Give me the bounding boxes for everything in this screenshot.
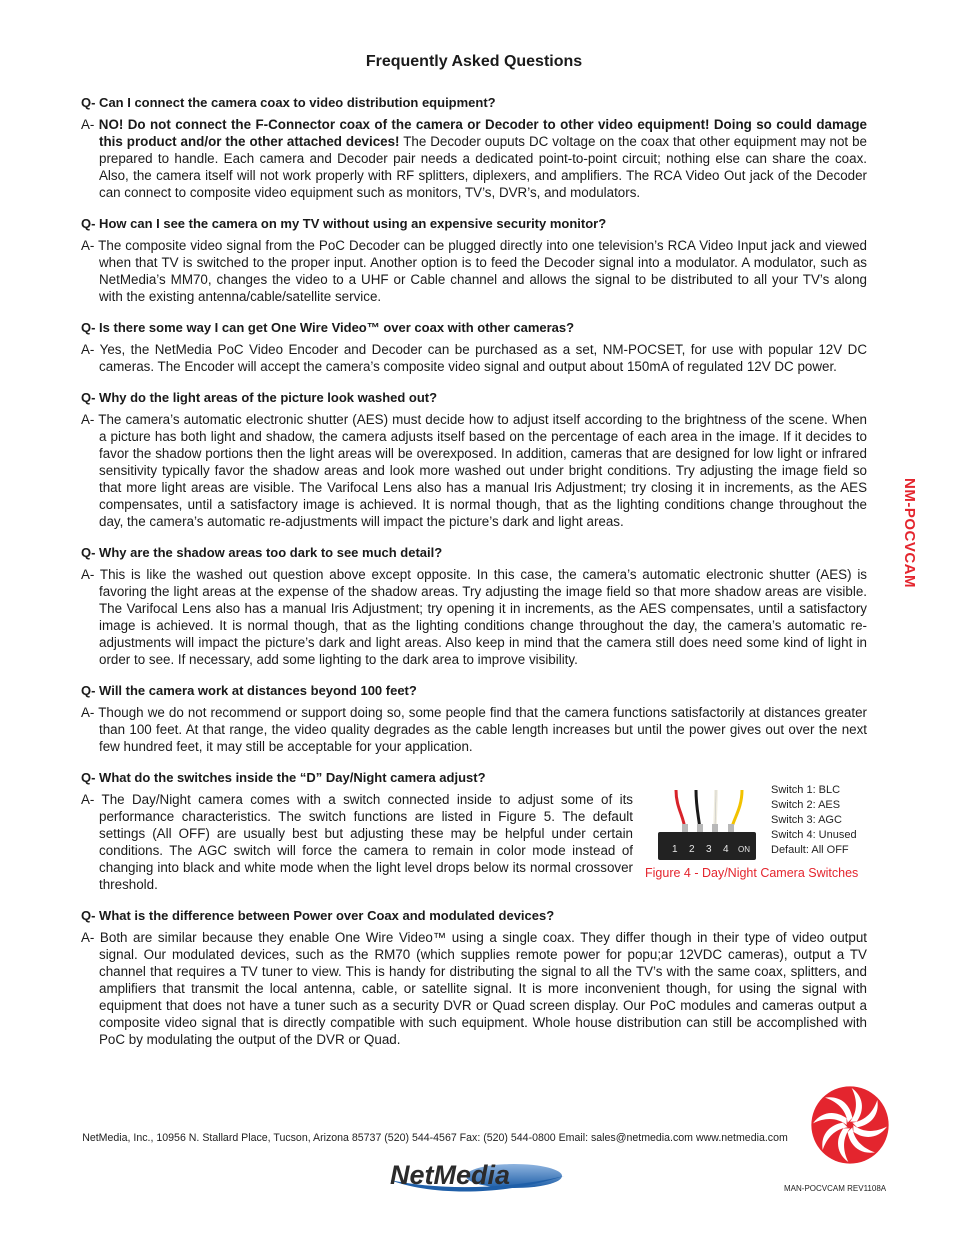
faq-question: Q- What do the switches inside the “D” Day/Night camera adjust? bbox=[81, 770, 486, 785]
legend-item: Switch 1: BLC bbox=[771, 784, 841, 796]
faq-answer: A- The composite video signal from the PoC Decoder can be plugged directly into one television’s RCA Video Input jack and viewed when that TV is switched to the proper input. Another option is to feed the Decoder signal into a modulator. A modulator, such as NetMedia’s MM70, changes the video to a UHF or Cable channel and allows the signal to be distributed to all your TV’s along with the existing antenna/cable/satellite service. bbox=[81, 238, 867, 304]
faq-question: Q- Can I connect the camera coax to video distribution equipment? bbox=[81, 95, 496, 110]
faq-answer: A- Though we do not recommend or support doing so, some people find that the camera functions satisfactorily at distances greater than 100 feet. At that range, the video quality degrades as the cable length increases but until the power gives out over the next few hundred feet, it may still be acceptable for your application. bbox=[81, 705, 867, 754]
switch-number: 4 bbox=[723, 844, 729, 855]
answer-warning: NO! Do not connect the F-Connector coax of the camera or Decoder to other video equipment! Doing so could damage this product and/or the other attached devices! bbox=[98, 117, 867, 149]
switch-legend bbox=[771, 783, 857, 858]
faq-item bbox=[81, 907, 867, 1048]
faq-question: Q- Why are the shadow areas too dark to see much detail? bbox=[81, 545, 443, 560]
netmedia-logo-icon bbox=[386, 1154, 570, 1200]
faq-item bbox=[81, 389, 867, 530]
faq-answer: A- The camera’s automatic electronic shutter (AES) must decide how to adjust itself according to the brightness of the scene. When a picture has both light and shadow, the camera adjusts itself based on the percentage of each area in the image. If it decides to favor the shadow portions then the light areas will be overexposed. In addition, cameras that are designed for low light or infrared sensitivity typically favor the shadow areas and look more washed out under bright conditions. Try adjusting the image field so that more light areas are visible. The Varifocal Lens also has a manual Iris Adjustment; try closing it in increments, as the AES compensates, until a satisfactory image is achieved. It is normal though, that as the lighting conditions change throughout the day, the camera’s automatic re-adjustments will impact the picture’s dark and light areas. bbox=[81, 412, 867, 529]
switch-number: 2 bbox=[689, 844, 695, 855]
legend-item: Switch 3: AGC bbox=[771, 814, 842, 826]
switch-figure bbox=[643, 783, 873, 893]
switch-number: 1 bbox=[672, 844, 678, 855]
faq-item bbox=[81, 769, 867, 893]
faq-item bbox=[81, 682, 867, 755]
legend-item: Switch 4: Unused bbox=[771, 829, 857, 841]
faq-question: Q- What is the difference between Power over Coax and modulated devices? bbox=[81, 908, 555, 923]
faq-question: Q- Why do the light areas of the picture look washed out? bbox=[81, 390, 438, 405]
logo-text: NetMedia bbox=[390, 1160, 511, 1190]
document-code: MAN-POCVCAM REV1108A bbox=[784, 1184, 887, 1193]
faq-question: Q- Will the camera work at distances beyond 100 feet? bbox=[81, 683, 417, 698]
dip-switch-photo bbox=[658, 790, 758, 860]
legend-item: Default: All OFF bbox=[771, 844, 849, 856]
page-title: Frequently Asked Questions bbox=[365, 53, 583, 70]
faq-question: Q- Is there some way I can get One Wire Video™ over coax with other cameras? bbox=[81, 320, 575, 335]
netmedia-swirl-icon bbox=[808, 1083, 892, 1167]
legend-item: Switch 2: AES bbox=[771, 799, 841, 811]
faq-content bbox=[81, 94, 867, 1062]
faq-item bbox=[81, 544, 867, 668]
faq-question: Q- How can I see the camera on my TV without using an expensive security monitor? bbox=[81, 216, 607, 231]
faq-item bbox=[81, 319, 867, 375]
faq-item bbox=[81, 94, 867, 201]
faq-answer: A- Yes, the NetMedia PoC Video Encoder and Decoder can be purchased as a set, NM-POCSET, for use with popular 12V DC cameras. The Encoder will accept the camera’s composite video signal and output about 150mA of regulated 12V DC power. bbox=[81, 342, 867, 374]
faq-answer bbox=[81, 116, 867, 201]
faq-item bbox=[81, 215, 867, 305]
figure-caption: Figure 4 - Day/Night Camera Switches bbox=[645, 866, 859, 880]
faq-answer: A- The Day/Night camera comes with a switch connected inside to adjust some of its performance characteristics. The switch functions are listed in Figure 5. The default settings (All OFF) are usually best but adjusting these may be helpful under certain conditions. The AGC switch will force the camera to remain in color mode instead of changing into black and white mode when the light level drops below its normal crossover threshold. bbox=[81, 792, 633, 892]
faq-answer: A- Both are similar because they enable One Wire Video™ using a single coax. They differ though in their type of video output signal. Our modulated devices, such as the RM70 (which supplies remote power for popu;ar 12VDC cameras), output a TV channel that requires a TV tuner to view. This is handy for distributing the signal to all the TV’s with the same coax, splitters, and amplifiers that transmit the local antenna, cable, or satellite signal. It is more inconvenient though, for using the signal with equipment that does not have a tuner such as a security DVR or Quad screen display. Our PoC modules and cameras output a composite video signal that is directly compatible with such equipment. Whole house distribution can still be accomplished with PoC by modulating the output of the DVR or Quad. bbox=[81, 930, 867, 1047]
answer-prefix: A- bbox=[81, 117, 99, 132]
answer-text: The Decoder ouputs DC voltage on the coax that other equipment may not be prepared to handle. Each camera and Decoder pair needs a dedicated point-to-point circuit; nothing else can share the coax. Also, the camera itself will not work properly with RF splitters, diplexers, and amplifiers. The RCA Video Out jack of the Decoder can connect to composite video equipment such as monitors, TV’s, DVR’s, and modulators. bbox=[99, 134, 867, 200]
side-product-label: NM-POCVCAM bbox=[901, 478, 918, 588]
faq-answer: A- This is like the washed out question above except opposite. In this case, the camera’s automatic electronic shutter (AES) is favoring the light areas at the expense of the shadow areas. Try adjusting the image field so that more shadow areas are visible. The Varifocal Lens also has a manual Iris Adjustment; try opening it in increments, as the AES compensates, until a satisfactory image is achieved. It is normal though, that as the lighting conditions change throughout the day, the camera’s automatic re-adjustments will impact the picture’s dark and light areas. Also keep in mind that the camera still does need some kind of light in order to see. If necessary, add some lighting to the dark area to improve visibility. bbox=[81, 567, 867, 667]
switch-number: 3 bbox=[706, 844, 712, 855]
footer-address: NetMedia, Inc., 10956 N. Stallard Place, Tucson, Arizona 85737 (520) 544-4567 Fax: (520) 544-0800 Email: sales@netmedia.com www.netmedia.com bbox=[82, 1132, 788, 1144]
switch-on-label: ON bbox=[738, 845, 750, 854]
netmedia-logo bbox=[386, 1154, 570, 1200]
